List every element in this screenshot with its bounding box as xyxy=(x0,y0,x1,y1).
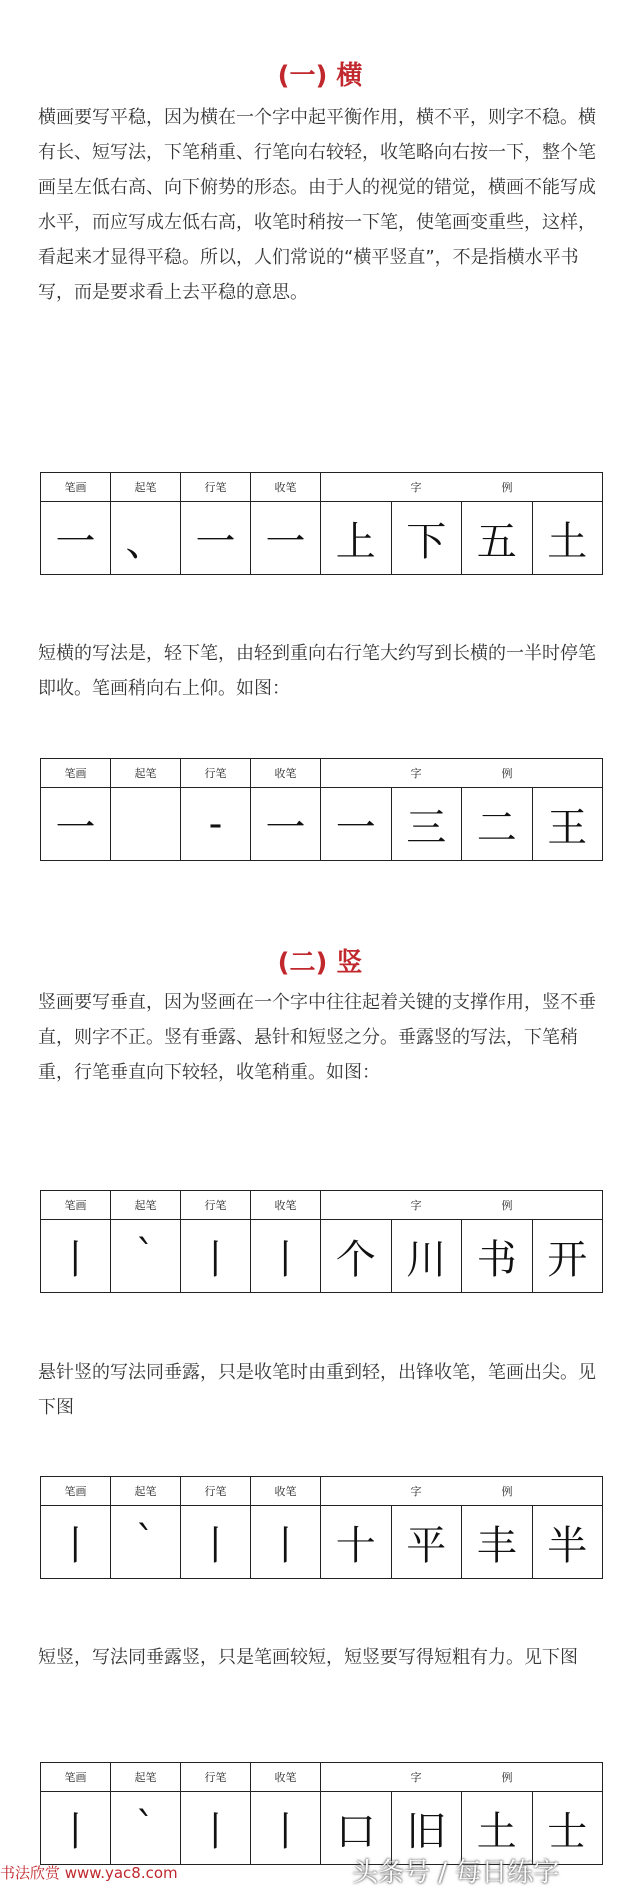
header-move: 行笔 xyxy=(181,1477,251,1506)
header-examples: 字 例 xyxy=(321,1477,603,1506)
header-examples: 字 例 xyxy=(321,473,603,502)
cell-end: 丨 xyxy=(251,1792,321,1865)
header-examples: 字 例 xyxy=(321,1763,603,1792)
cell-start: 、 xyxy=(111,502,181,575)
shu-description: 竖画要写垂直，因为竖画在一个字中往往起着关键的支撑作用，竖不垂直，则字不正。竖有垂露、悬针和短竖之分。垂露竖的写法，下笔稍重，行笔垂直向下较轻，收笔稍重。如图： xyxy=(38,992,596,1083)
cell-example: 一 xyxy=(321,788,392,861)
cell-example: 丰 xyxy=(462,1506,533,1579)
cell-end: 丨 xyxy=(251,1506,321,1579)
cell-example: 二 xyxy=(462,788,533,861)
stroke-table-xuanzhen-shu xyxy=(40,1476,603,1579)
cell-stroke: 丨 xyxy=(41,1506,111,1579)
cell-example: 王 xyxy=(532,788,603,861)
cell-stroke: 一 xyxy=(41,788,111,861)
cell-stroke: 丨 xyxy=(41,1220,111,1293)
cell-example: 土 xyxy=(462,1792,533,1865)
cell-stroke: 一 xyxy=(41,502,111,575)
header-start: 起笔 xyxy=(111,1191,181,1220)
header-move: 行笔 xyxy=(181,1191,251,1220)
table-header-row xyxy=(41,1763,603,1792)
header-stroke: 笔画 xyxy=(41,1191,111,1220)
cell-end: 一 xyxy=(251,502,321,575)
cell-move: 一 xyxy=(181,502,251,575)
short-heng-description: 短横的写法是，轻下笔，由轻到重向右行笔大约写到长横的一半时停笔即收。笔画稍向右上仰。如图： xyxy=(38,643,596,699)
cell-example: 十 xyxy=(321,1506,392,1579)
cell-example: 平 xyxy=(391,1506,462,1579)
cell-example: 个 xyxy=(321,1220,392,1293)
header-stroke: 笔画 xyxy=(41,1477,111,1506)
table-row xyxy=(41,1506,603,1579)
cell-example: 下 xyxy=(391,502,462,575)
header-examples: 字 例 xyxy=(321,1191,603,1220)
cell-example: 士 xyxy=(532,1792,603,1865)
stroke-table-short-heng xyxy=(40,758,603,861)
header-move: 行笔 xyxy=(181,473,251,502)
cell-stroke: 丨 xyxy=(41,1792,111,1865)
cell-example: 旧 xyxy=(391,1792,462,1865)
cell-start: ` xyxy=(111,1792,181,1865)
table-header-row xyxy=(41,759,603,788)
cell-example: 书 xyxy=(462,1220,533,1293)
header-end: 收笔 xyxy=(251,1763,321,1792)
header-end: 收笔 xyxy=(251,1477,321,1506)
author-watermark: 头条号 / 每日练字 xyxy=(352,1858,560,1888)
header-stroke: 笔画 xyxy=(41,759,111,788)
cell-start: ` xyxy=(111,1506,181,1579)
header-start: 起笔 xyxy=(111,473,181,502)
section-title-heng: (一) 横 xyxy=(277,61,363,91)
table-row xyxy=(41,788,603,861)
header-end: 收笔 xyxy=(251,759,321,788)
header-end: 收笔 xyxy=(251,473,321,502)
cell-move: - xyxy=(181,788,251,861)
header-move: 行笔 xyxy=(181,1763,251,1792)
cell-move: 丨 xyxy=(181,1792,251,1865)
table-row xyxy=(41,502,603,575)
cell-example: 三 xyxy=(391,788,462,861)
cell-example: 半 xyxy=(532,1506,603,1579)
cell-start xyxy=(111,788,181,861)
cell-move: 丨 xyxy=(181,1506,251,1579)
xuanzhen-shu-description: 悬针竖的写法同垂露，只是收笔时由重到轻，出锋收笔，笔画出尖。见下图 xyxy=(38,1362,596,1418)
duan-shu-description: 短竖，写法同垂露竖，只是笔画较短，短竖要写得短粗有力。见下图 xyxy=(38,1647,578,1668)
header-start: 起笔 xyxy=(111,1763,181,1792)
cell-example: 上 xyxy=(321,502,392,575)
table-header-row xyxy=(41,473,603,502)
cell-example: 土 xyxy=(532,502,603,575)
source-watermark: 书法欣赏 www.yac8.com xyxy=(0,1864,178,1882)
cell-end: 丨 xyxy=(251,1220,321,1293)
cell-start: ` xyxy=(111,1220,181,1293)
cell-example: 五 xyxy=(462,502,533,575)
header-stroke: 笔画 xyxy=(41,473,111,502)
table-header-row xyxy=(41,1477,603,1506)
cell-end: 一 xyxy=(251,788,321,861)
heng-description: 横画要写平稳，因为横在一个字中起平衡作用，横不平，则字不稳。横有长、短写法，下笔稍重、行笔向右较轻，收笔略向右按一下，整个笔画呈左低右高、向下俯势的形态。由于人的视觉的错觉，横画不能写成水平，而应写成左低右高，收笔时稍按一下笔，使笔画变重些，这样，看起来才显得平稳。所以，人们常说的“横平竖直”，不是指横水平书写，而是要求看上去平稳的意思。 xyxy=(38,107,596,303)
section-title-shu: (二) 竖 xyxy=(277,948,363,978)
stroke-table-chuilu-shu xyxy=(40,1190,603,1293)
cell-move: 丨 xyxy=(181,1220,251,1293)
header-examples: 字 例 xyxy=(321,759,603,788)
cell-example: 开 xyxy=(532,1220,603,1293)
table-row xyxy=(41,1220,603,1293)
stroke-table-duan-shu xyxy=(40,1762,603,1865)
table-header-row xyxy=(41,1191,603,1220)
header-move: 行笔 xyxy=(181,759,251,788)
header-end: 收笔 xyxy=(251,1191,321,1220)
header-start: 起笔 xyxy=(111,759,181,788)
stroke-table-long-heng xyxy=(40,472,603,575)
cell-example: 川 xyxy=(391,1220,462,1293)
cell-example: 口 xyxy=(321,1792,392,1865)
header-start: 起笔 xyxy=(111,1477,181,1506)
header-stroke: 笔画 xyxy=(41,1763,111,1792)
